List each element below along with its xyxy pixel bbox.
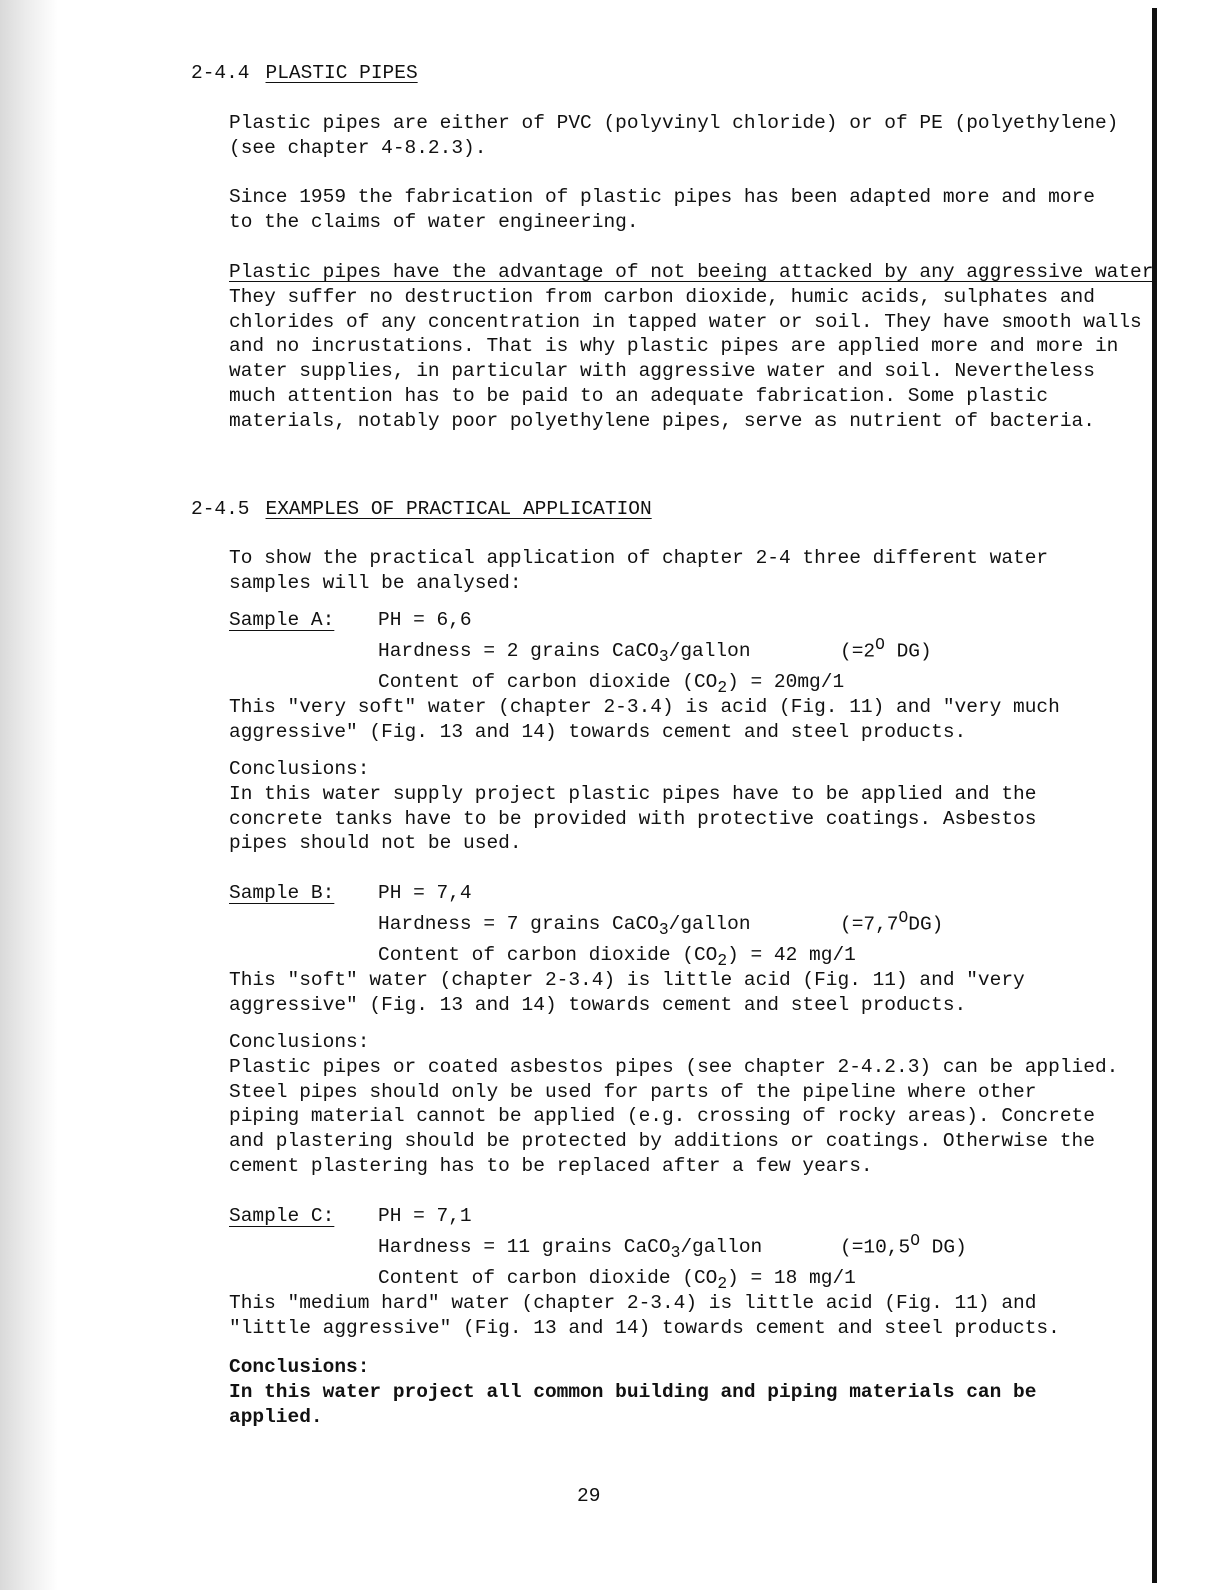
section-title: PLASTIC PIPES xyxy=(265,62,418,84)
text-line: chlorides of any concentration in tapped water or soil. They have smooth walls xyxy=(229,310,1142,333)
co2-line: Content of carbon dioxide $(CO_2) = 20mg/1$ xyxy=(378,670,845,697)
sample-c-description xyxy=(229,1291,1154,1341)
paragraph-plastic-advantages xyxy=(229,260,1154,434)
ph-value: PH = 6,6 xyxy=(378,609,472,631)
text-line: Since 1959 the fabrication of plastic pipes has been adapted more and more xyxy=(229,186,1095,208)
sample-b-values xyxy=(378,881,943,974)
sample-a-values xyxy=(378,608,932,701)
sample-a-conclusions xyxy=(229,757,1154,856)
text-line: and plastering should be protected by additions or coatings. Otherwise the xyxy=(229,1130,1095,1153)
page-number: 29 xyxy=(577,1485,601,1507)
text-line: aggressive" (Fig. 13 and 14) towards cement and steel products. xyxy=(229,720,967,743)
sample-c-conclusions xyxy=(229,1355,1154,1429)
hardness-line: Hardness = 2 grains CaCO$_3$/gallon ($=2^O$ DG) xyxy=(378,634,932,667)
text-line: pipes should not be used. xyxy=(229,832,522,855)
section-number: 2-4.4 xyxy=(191,62,250,84)
conclusions-label: Conclusions: xyxy=(229,1031,370,1053)
sample-b-description xyxy=(229,968,1154,1018)
hardness-line: Hardness = 11 grains CaCO$_3$/gallon ($=10,5^O$ DG) xyxy=(378,1230,967,1263)
section-heading-2-4-5 xyxy=(191,497,652,522)
sample-a-description xyxy=(229,695,1154,745)
sample-a-label: Sample A: xyxy=(229,609,335,631)
section-number: 2-4.5 xyxy=(191,498,250,520)
text-line: Steel pipes should only be used for parts of the pipeline where other xyxy=(229,1080,1037,1103)
sample-c-label: Sample C: xyxy=(229,1205,335,1227)
text-line-underlined: Plastic pipes have the advantage of not beeing attacked by any aggressive water xyxy=(229,261,1154,283)
ph-value: PH = 7,1 xyxy=(378,1205,472,1227)
text-line: To show the practical application of chapter 2-4 three different water xyxy=(229,547,1049,569)
sample-c-values xyxy=(378,1204,967,1297)
conclusions-label: Conclusions: xyxy=(229,1356,370,1378)
text-line: This "very soft" water (chapter 2-3.4) is acid (Fig. 11) and "very much xyxy=(229,696,1060,718)
text-line: In this water project all common building and piping materials can be xyxy=(229,1380,1037,1403)
sample-b-conclusions xyxy=(229,1030,1154,1179)
text-line: Plastic pipes are either of PVC (polyvinyl chloride) or of PE (polyethylene) xyxy=(229,112,1119,134)
text-line: materials, notably poor polyethylene pipes, serve as nutrient of bacteria. xyxy=(229,409,1095,432)
text-line: In this water supply project plastic pipes have to be applied and the xyxy=(229,782,1037,805)
hardness-line: Hardness = 7 grains CaCO$_3$/gallon $(=7,7^ODG)$ xyxy=(378,907,944,940)
conclusions-label: Conclusions: xyxy=(229,758,370,780)
text-line: This "medium hard" water (chapter 2-3.4) is little acid (Fig. 11) and xyxy=(229,1292,1037,1314)
text-line: "little aggressive" (Fig. 13 and 14) towards cement and steel products. xyxy=(229,1316,1060,1339)
sample-b-label: Sample B: xyxy=(229,882,335,904)
text-line: to the claims of water engineering. xyxy=(229,210,639,233)
co2-line: Content of carbon dioxide $(CO_2) = 42$ mg/1 xyxy=(378,943,856,970)
text-line: much attention has to be paid to an adequate fabrication. Some plastic xyxy=(229,384,1049,407)
paragraph-fabrication-history xyxy=(229,185,1154,235)
section-title: EXAMPLES OF PRACTICAL APPLICATION xyxy=(265,498,652,520)
text-line: cement plastering has to be replaced after a few years. xyxy=(229,1154,873,1177)
text-line: (see chapter 4-8.2.3). xyxy=(229,136,487,159)
text-line: Plastic pipes or coated asbestos pipes (see chapter 2-4.2.3) can be applied. xyxy=(229,1055,1119,1078)
ph-value: PH = 7,4 xyxy=(378,882,472,904)
text-line: This "soft" water (chapter 2-3.4) is little acid (Fig. 11) and "very xyxy=(229,969,1025,991)
text-line: piping material cannot be applied (e.g. crossing of rocky areas). Concrete xyxy=(229,1105,1095,1128)
text-line: concrete tanks have to be provided with protective coatings. Asbestos xyxy=(229,807,1037,830)
paragraph-plastic-types xyxy=(229,111,1154,161)
text-line: applied. xyxy=(229,1405,323,1428)
co2-line: Content of carbon dioxide $(CO_2) = 18$ mg/1 xyxy=(378,1266,856,1293)
paragraph-intro xyxy=(229,546,1154,596)
text-line: water supplies, in particular with aggressive water and soil. Nevertheless xyxy=(229,360,1095,383)
text-line: aggressive" (Fig. 13 and 14) towards cement and steel products. xyxy=(229,993,967,1016)
text-line: and no incrustations. That is why plastic pipes are applied more and more in xyxy=(229,335,1119,358)
section-heading-2-4-4 xyxy=(191,61,418,86)
text-line: They suffer no destruction from carbon dioxide, humic acids, sulphates and xyxy=(229,285,1095,308)
text-line: samples will be analysed: xyxy=(229,571,522,594)
scan-edge-shadow xyxy=(0,0,58,1590)
